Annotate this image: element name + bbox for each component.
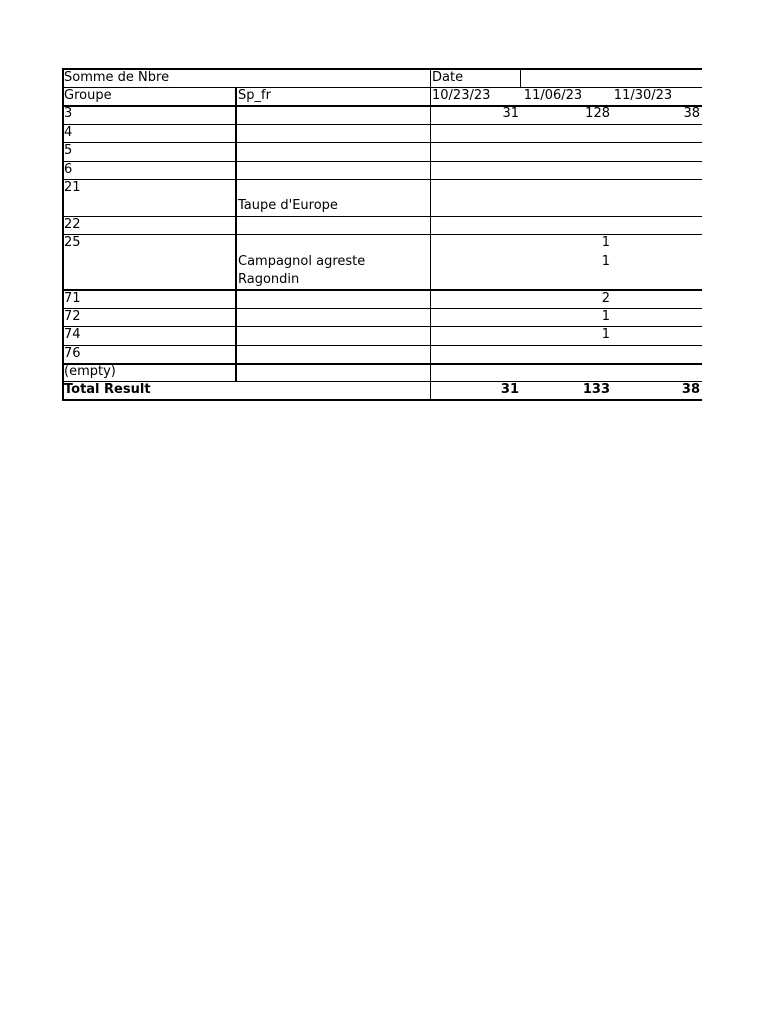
group-cell: 22 [64,217,81,232]
group-cell: 6 [64,162,73,177]
group-cell: 4 [64,125,73,140]
group-cell: 3 [64,106,73,121]
value-cell: 1 [601,309,610,324]
value-cell: 38 [683,106,700,121]
group-cell: 72 [64,309,81,324]
total-value: 31 [500,382,519,397]
grid-line [520,68,521,87]
value-cell: 128 [585,106,610,121]
date-header: 10/23/23 [432,88,491,103]
group-cell: (empty) [64,364,116,379]
species-cell: Campagnol agreste [238,254,366,269]
group-cell: 76 [64,346,81,361]
species-cell: Taupe d'Europe [238,198,338,213]
row-header-sp-fr: Sp_fr [238,88,271,103]
grid-line [430,68,431,401]
value-cell: 1 [601,254,610,269]
group-cell: 5 [64,143,73,158]
pivot-table [62,68,702,401]
group-cell: 21 [64,180,81,195]
row-header-groupe: Groupe [64,88,112,103]
table-border-bottom [62,399,702,401]
total-label: Total Result [64,382,151,397]
value-cell: 1 [601,235,610,250]
group-cell: 71 [64,291,81,306]
total-value: 38 [681,382,700,397]
value-cell: 2 [601,291,610,306]
group-cell: 74 [64,327,81,342]
value-cell: 31 [502,106,519,121]
species-cell: Ragondin [238,272,300,287]
date-header: 11/30/23 [613,88,673,103]
corner-label: Somme de Nbre [64,70,170,85]
total-value: 133 [582,382,610,397]
date-header: 11/06/23 [523,88,583,103]
column-field-label: Date [432,70,464,85]
grid-line [236,87,237,382]
group-cell: 25 [64,235,81,250]
value-cell: 1 [601,327,610,342]
